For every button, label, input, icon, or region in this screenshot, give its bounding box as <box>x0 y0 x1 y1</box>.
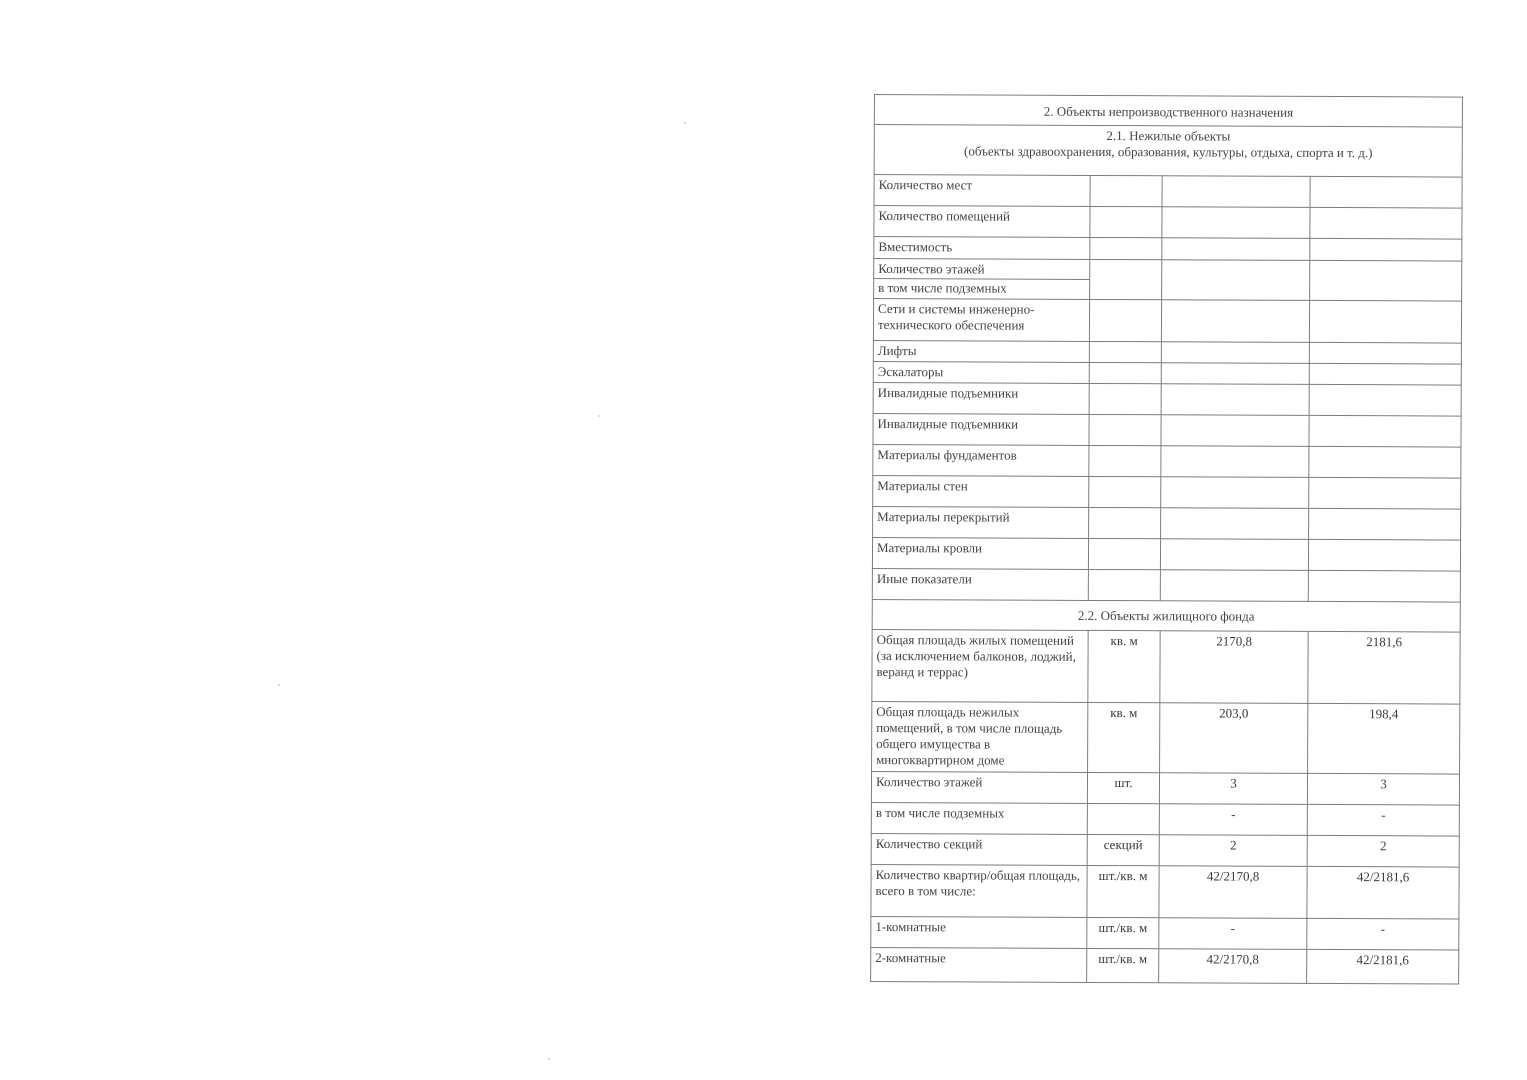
unit-cell: шт./кв. м <box>1087 948 1159 982</box>
row-label: 2-комнатные <box>871 947 1087 982</box>
value-cell <box>1309 300 1461 343</box>
unit-cell <box>1089 341 1161 362</box>
unit-cell <box>1089 476 1161 507</box>
unit-cell <box>1090 206 1162 237</box>
value-cell <box>1162 238 1310 261</box>
nonres-row <box>873 382 1461 416</box>
value-cell <box>1309 415 1461 447</box>
row-label: Количество секций <box>871 833 1087 865</box>
nonres-row <box>873 361 1461 385</box>
nonres-row <box>874 175 1462 209</box>
row-label: Сети и системы инженерно-технического обеспечения <box>873 299 1089 342</box>
housing-row <box>872 629 1460 704</box>
unit-cell <box>1090 175 1162 206</box>
unit-cell <box>1089 414 1161 445</box>
row-label: Эскалаторы <box>873 361 1089 383</box>
unit-cell: шт./кв. м <box>1087 917 1159 948</box>
row-label: Количество мест <box>874 175 1090 207</box>
nonres-row <box>874 259 1462 302</box>
value-cell <box>1161 363 1309 385</box>
value-cell: 42/2181,6 <box>1307 949 1459 984</box>
value-cell <box>1309 508 1461 540</box>
nonres-row <box>872 537 1460 571</box>
scan-speck <box>684 122 686 124</box>
value-cell: - <box>1159 804 1307 836</box>
housing-row <box>872 701 1460 774</box>
value-cell <box>1310 207 1462 239</box>
unit-cell: кв. м <box>1088 702 1160 772</box>
housing-row <box>871 802 1459 836</box>
row-label: 1-комнатные <box>871 916 1087 948</box>
value-cell: 3 <box>1307 773 1459 805</box>
value-cell: - <box>1307 918 1459 950</box>
value-cell <box>1161 477 1309 509</box>
value-cell: 198,4 <box>1308 703 1460 774</box>
row-label: Общая площадь нежилых помещений, в том числе площадь общего имущества в многоквартирном доме <box>872 701 1088 772</box>
project-characteristics-table <box>870 94 1463 985</box>
row-label: Материалы фундаментов <box>873 444 1089 476</box>
nonres-row <box>873 413 1461 447</box>
row-label: Количество этажей <box>871 771 1087 803</box>
value-cell: 2170,8 <box>1160 631 1308 704</box>
value-cell <box>1162 260 1310 301</box>
value-cell <box>1309 384 1461 416</box>
value-cell <box>1309 342 1461 364</box>
value-cell: 2 <box>1307 835 1459 867</box>
nonres-row <box>873 299 1461 344</box>
housing-row <box>871 833 1459 867</box>
housing-row <box>871 771 1459 805</box>
row-label: Инвалидные подъемники <box>873 382 1089 414</box>
housing-row <box>871 947 1459 984</box>
value-cell: 203,0 <box>1160 703 1308 774</box>
value-cell <box>1162 207 1310 239</box>
value-cell <box>1309 477 1461 509</box>
value-cell: 2181,6 <box>1308 631 1460 704</box>
value-cell: - <box>1307 804 1459 836</box>
document-table-scan <box>870 94 1464 985</box>
value-cell <box>1161 342 1309 364</box>
value-cell <box>1161 300 1309 343</box>
row-label: Иные показатели <box>872 568 1088 600</box>
nonres-row <box>873 475 1461 509</box>
value-cell <box>1161 415 1309 447</box>
value-cell <box>1161 508 1309 540</box>
value-cell: 42/2170,8 <box>1159 866 1307 919</box>
row-label: Количество этажей <box>874 261 1089 280</box>
value-cell <box>1308 570 1460 602</box>
nonres-row <box>874 237 1462 262</box>
nonres-header <box>874 125 1462 178</box>
value-cell <box>1310 260 1462 301</box>
value-cell: 2 <box>1159 835 1307 867</box>
nonres-row <box>874 206 1462 240</box>
value-cell <box>1162 176 1310 208</box>
nonres-row <box>872 568 1460 602</box>
unit-cell: секций <box>1087 834 1159 865</box>
value-cell <box>1160 570 1308 602</box>
nonres-row <box>873 340 1461 364</box>
value-cell: 42/2181,6 <box>1307 866 1459 919</box>
row-label: Материалы стен <box>873 475 1089 507</box>
row-label-split <box>874 259 1090 300</box>
value-cell <box>1161 384 1309 416</box>
unit-cell <box>1089 445 1161 476</box>
housing-row <box>871 916 1459 950</box>
unit-cell <box>1087 803 1159 834</box>
value-cell: 3 <box>1159 773 1307 805</box>
housing-title-row <box>872 599 1460 632</box>
housing-title: 2.2. Объекты жилищного фонда <box>872 599 1460 632</box>
value-cell <box>1310 176 1462 208</box>
row-label: Вместимость <box>874 237 1090 260</box>
nonres-row <box>873 444 1461 478</box>
row-label: Количество помещений <box>874 206 1090 238</box>
row-label: в том числе подземных <box>871 802 1087 834</box>
unit-cell: шт./кв. м <box>1087 865 1159 917</box>
row-label: Материалы перекрытий <box>873 506 1089 538</box>
unit-cell <box>1090 237 1162 259</box>
value-cell <box>1309 446 1461 478</box>
nonres-subtitle: (объекты здравоохранения, образования, культуры, отдыха, спорта и т. д.) <box>964 143 1373 161</box>
unit-cell: кв. м <box>1088 630 1160 702</box>
row-label: Инвалидные подъемники <box>873 413 1089 445</box>
unit-cell <box>1089 362 1161 383</box>
value-cell <box>1310 238 1462 261</box>
unit-cell <box>1089 507 1161 538</box>
unit-cell <box>1089 299 1161 341</box>
scan-speck <box>548 1058 550 1060</box>
nonres-title-row <box>874 125 1462 178</box>
row-label: Материалы кровли <box>872 537 1088 569</box>
row-sublabel: в том числе подземных <box>878 280 1007 296</box>
unit-cell <box>1090 259 1162 299</box>
housing-row <box>871 864 1459 919</box>
value-cell: - <box>1159 918 1307 950</box>
value-cell <box>1309 363 1461 385</box>
value-cell <box>1160 539 1308 571</box>
row-label: Количество квартир/общая площадь, всего в том числе: <box>871 864 1087 917</box>
nonres-title: 2.1. Нежилые объекты <box>1106 128 1231 144</box>
scan-speck <box>598 415 600 417</box>
row-label: Лифты <box>873 340 1089 362</box>
unit-cell: шт. <box>1087 772 1159 803</box>
unit-cell <box>1089 383 1161 414</box>
unit-cell <box>1088 538 1160 569</box>
scan-speck <box>278 684 280 686</box>
row-label: Общая площадь жилых помещений (за исключением балконов, лоджий, веранд и террас) <box>872 629 1088 702</box>
unit-cell <box>1088 569 1160 600</box>
nonres-row <box>873 506 1461 540</box>
value-cell <box>1161 446 1309 478</box>
value-cell: 42/2170,8 <box>1159 949 1307 984</box>
value-cell <box>1308 539 1460 571</box>
section-title-row <box>874 95 1462 128</box>
section-title: 2. Объекты непроизводственного назначения <box>874 95 1462 128</box>
